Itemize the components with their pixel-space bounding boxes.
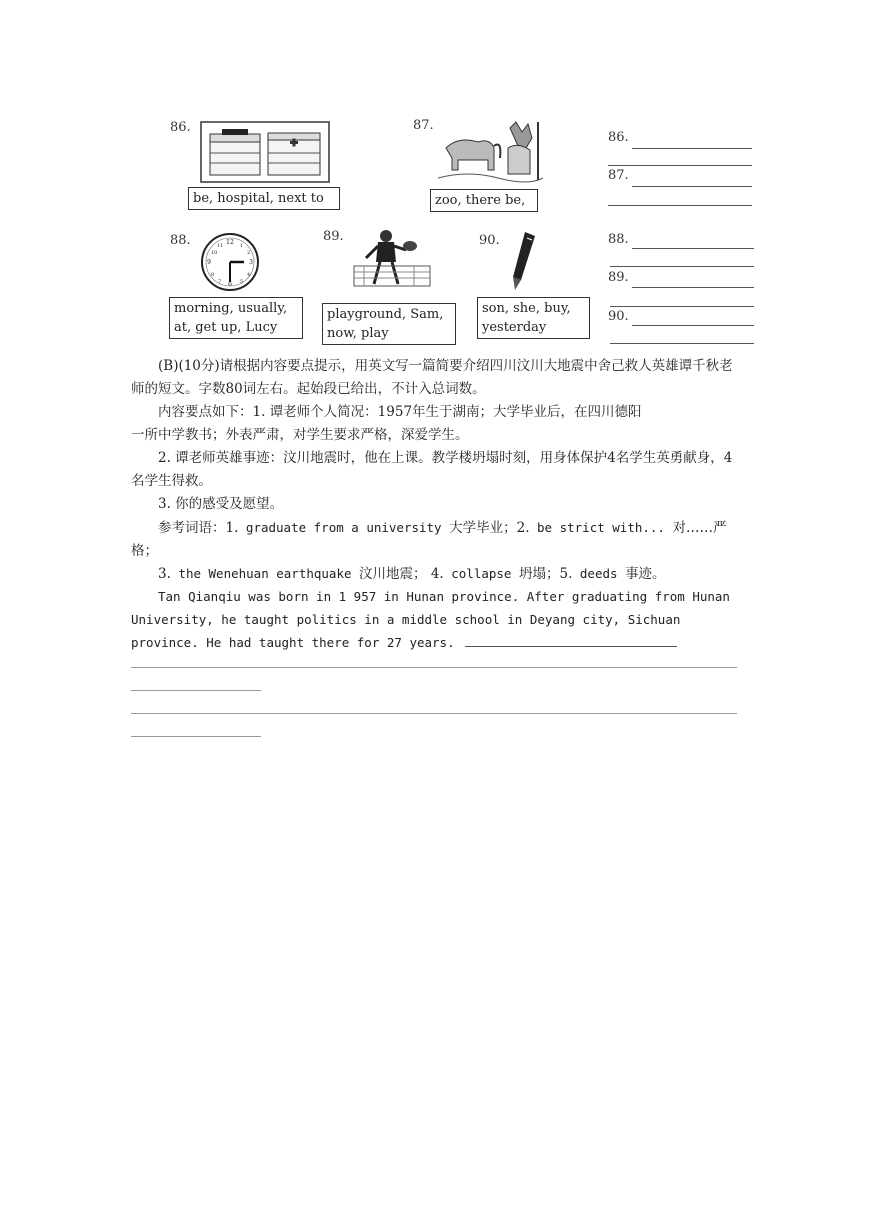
opening-paragraph xyxy=(131,585,739,654)
ref-text: 3. xyxy=(158,566,171,582)
answer-label-90: 90. xyxy=(608,309,629,324)
svg-text:6: 6 xyxy=(228,281,232,288)
ref-text: 大学毕业；2. xyxy=(449,520,530,536)
clock-picture xyxy=(198,232,262,292)
answer-line-87b[interactable] xyxy=(608,205,752,206)
answer-line-88b[interactable] xyxy=(610,266,754,267)
writing-line-1[interactable] xyxy=(131,667,737,668)
ref-text: 坍塌；5. xyxy=(518,566,573,582)
ref-english: collapse xyxy=(443,566,519,581)
reference-words-2 xyxy=(131,562,739,586)
svg-text:10: 10 xyxy=(211,250,218,256)
svg-text:11: 11 xyxy=(217,243,224,249)
content-points-line2: 一所中学教书；外表严肃，对学生要求严格，深爱学生。 xyxy=(131,427,469,443)
content-point-2: 2. 谭老师英雄事迹：汶川地震时，他在上课。教学楼坍塌时刻，用身体保护4名学生英勇献身，4名学生得救。 xyxy=(131,450,733,489)
keywords-box-90: son, she, buy, yesterday xyxy=(477,297,590,339)
svg-text:3: 3 xyxy=(249,259,253,266)
question-number-87: 87. xyxy=(413,118,434,133)
answer-label-86: 86. xyxy=(608,130,629,145)
keywords-box-86: be, hospital, next to xyxy=(188,187,340,210)
reference-words-1 xyxy=(131,516,739,563)
answer-line-89[interactable] xyxy=(632,287,754,288)
writing-instruction: (B)(10分)请根据内容要点提示，用英文写一篇简要介绍四川汶川大地震中舍己救人英雄谭千秋老师的短文。字数80词左右。起始段已给出，不计入总词数。 xyxy=(131,358,733,397)
answer-line-86b[interactable] xyxy=(608,165,752,166)
svg-text:8: 8 xyxy=(211,272,215,278)
answer-label-88: 88. xyxy=(608,232,629,247)
answer-line-87[interactable] xyxy=(632,186,752,187)
ref-english: graduate from a university xyxy=(238,520,450,535)
svg-text:2: 2 xyxy=(247,250,251,256)
svg-text:9: 9 xyxy=(207,259,211,266)
question-number-88: 88. xyxy=(170,233,191,248)
ref-english: be strict with... xyxy=(529,520,673,535)
ref-english: deeds xyxy=(572,566,626,581)
zoo-animals-picture xyxy=(438,118,543,184)
opening-text: Tan Qianqiu was born in 1 957 in Hunan province. After graduating from Hunan University, he taught politics in a middle school in Deyang city, Sichuan province. He had taught there for 27 years. xyxy=(131,589,730,650)
hospital-buildings-picture xyxy=(200,121,330,183)
answer-label-87: 87. xyxy=(608,168,629,183)
question-number-89: 89. xyxy=(323,229,344,244)
pen-picture xyxy=(505,230,541,294)
answer-line-90b[interactable] xyxy=(610,343,754,344)
svg-text:1: 1 xyxy=(240,243,244,249)
svg-text:5: 5 xyxy=(240,279,244,285)
content-point-3: 3. 你的感受及愿望。 xyxy=(158,496,284,512)
answer-line-86[interactable] xyxy=(632,148,752,149)
writing-line-2[interactable] xyxy=(131,690,261,691)
ref-text: 汶川地震； 4. xyxy=(359,566,444,582)
keywords-box-88: morning, usually, at, get up, Lucy xyxy=(169,297,303,339)
writing-line-4[interactable] xyxy=(131,736,261,737)
answer-line-88[interactable] xyxy=(632,248,754,249)
keywords-box-87: zoo, there be, xyxy=(430,189,538,212)
writing-line-3[interactable] xyxy=(131,713,737,714)
ref-text: 参考词语：1. xyxy=(158,520,239,536)
svg-text:7: 7 xyxy=(218,279,222,285)
answer-label-89: 89. xyxy=(608,270,629,285)
answer-line-89b[interactable] xyxy=(610,306,754,307)
ref-text: 事迹。 xyxy=(625,566,666,582)
question-number-90: 90. xyxy=(479,233,500,248)
ref-english: the Wenehuan earthquake xyxy=(170,566,360,581)
answer-line-90[interactable] xyxy=(632,325,754,326)
question-number-86: 86. xyxy=(170,120,191,135)
content-points-line1: 内容要点如下：1. 谭老师个人简况：1957年生于湖南；大学毕业后，在四川德阳 xyxy=(158,404,642,420)
writing-blank-start[interactable] xyxy=(465,634,677,647)
svg-text:4: 4 xyxy=(247,272,251,278)
keywords-box-89: playground, Sam, now, play xyxy=(322,303,456,345)
ref-text: 对……严格； xyxy=(131,520,727,559)
boy-playing-ball-picture xyxy=(352,226,432,296)
svg-text:12: 12 xyxy=(226,239,234,246)
